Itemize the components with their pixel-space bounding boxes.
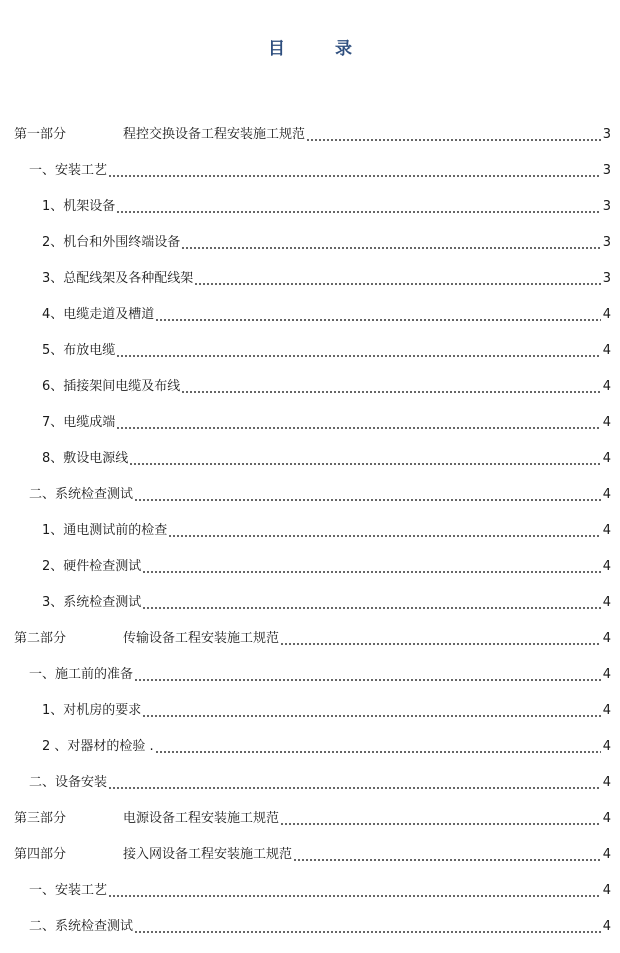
toc-entry-part-number: 第四部分	[14, 847, 67, 862]
toc-entry-page-number: 3	[602, 271, 611, 286]
toc-entry-text: 二、系统检查测试	[29, 487, 134, 502]
toc-entry-text: 一、施工前的准备	[29, 667, 134, 682]
toc-entry[interactable]	[14, 765, 611, 801]
toc-entry[interactable]	[14, 585, 611, 621]
toc-entry-label	[42, 198, 115, 216]
toc-dot-leader	[181, 247, 600, 249]
toc-entry-text: 5、布放电缆	[42, 343, 116, 358]
toc-entry-label	[29, 918, 133, 936]
toc-entry-page-number: 4	[602, 559, 611, 574]
toc-dot-leader	[108, 787, 601, 789]
toc-entry[interactable]	[14, 837, 611, 873]
toc-entry-label	[14, 630, 279, 648]
toc-entry-text: 二、系统检查测试	[29, 919, 134, 934]
toc-entry-text: 4、电缆走道及槽道	[42, 307, 155, 322]
toc-entry-text: 7、电缆成端	[42, 415, 116, 430]
toc-entry-text: 一、安装工艺	[29, 883, 108, 898]
toc-entry[interactable]	[14, 657, 611, 693]
toc-entry-page-number: 4	[602, 775, 611, 790]
toc-entry-text: 6、插接架间电缆及布线	[42, 379, 181, 394]
toc-entry-label	[42, 558, 141, 576]
toc-entry-label	[42, 702, 141, 720]
toc-entry[interactable]	[14, 225, 611, 261]
toc-entry-label	[42, 306, 154, 324]
toc-entry-page-number: 4	[602, 343, 611, 358]
toc-entry[interactable]	[14, 333, 611, 369]
toc-entry-page-number: 4	[602, 667, 611, 682]
toc-entry-label	[42, 594, 141, 612]
toc-entry-label	[42, 522, 167, 540]
toc-entry-page-number: 4	[602, 415, 611, 430]
toc-entry[interactable]	[14, 873, 611, 909]
toc-entry[interactable]	[14, 549, 611, 585]
toc-entry-page-number: 4	[602, 703, 611, 718]
toc-entry-text: 3、系统检查测试	[42, 595, 142, 610]
toc-entry-part-number: 第一部分	[14, 127, 67, 142]
toc-entry-text: 程控交换设备工程安装施工规范	[123, 127, 306, 142]
toc-entry-page-number: 4	[602, 523, 611, 538]
toc-dot-leader	[155, 319, 600, 321]
toc-entry-label	[14, 846, 292, 864]
toc-entry-part-number: 第三部分	[14, 811, 67, 826]
toc-entry[interactable]	[14, 153, 611, 189]
toc-entry[interactable]	[14, 909, 611, 945]
toc-entry-page-number: 3	[602, 199, 611, 214]
toc-entry[interactable]	[14, 369, 611, 405]
toc-entry-text: 2 、对器材的检验 .	[42, 739, 154, 754]
toc-entry-page-number: 4	[602, 739, 611, 754]
toc-dot-leader	[194, 283, 600, 285]
toc-entry-text: 8、敷设电源线	[42, 451, 129, 466]
toc-entry-page-number: 4	[602, 595, 611, 610]
toc-entry-label	[42, 378, 180, 396]
toc-entry-page-number: 3	[602, 163, 611, 178]
toc-entry-label	[42, 738, 154, 756]
toc-entry-label	[14, 810, 279, 828]
toc-entry-text: 2、硬件检查测试	[42, 559, 142, 574]
toc-entry-page-number: 3	[602, 127, 611, 142]
toc-dot-leader	[293, 859, 601, 861]
toc-entry-text: 电源设备工程安装施工规范	[123, 811, 280, 826]
toc-entry-text: 3、总配线架及各种配线架	[42, 271, 194, 286]
toc-entry[interactable]	[14, 117, 611, 153]
toc-entry-text: 接入网设备工程安装施工规范	[123, 847, 293, 862]
toc-entry-page-number: 4	[602, 631, 611, 646]
toc-entry-page-number: 4	[602, 379, 611, 394]
toc-entry-text: 二、设备安装	[29, 775, 108, 790]
toc-dot-leader	[108, 175, 601, 177]
toc-entry-label	[14, 126, 305, 144]
toc-entry-label	[42, 450, 128, 468]
toc-entry-label	[42, 234, 180, 252]
toc-dot-leader	[108, 895, 601, 897]
toc-entry[interactable]	[14, 189, 611, 225]
toc-entry-label	[42, 270, 193, 288]
toc-entry-page-number: 4	[602, 847, 611, 862]
toc-entry-text: 1、机架设备	[42, 199, 116, 214]
toc-dot-leader	[134, 931, 601, 933]
toc-entry-page-number: 4	[602, 811, 611, 826]
toc-entry-text: 一、安装工艺	[29, 163, 108, 178]
toc-entry[interactable]	[14, 513, 611, 549]
toc-entry[interactable]	[14, 441, 611, 477]
toc-dot-leader	[142, 715, 600, 717]
toc-list	[14, 117, 611, 945]
toc-entry-page-number: 4	[602, 919, 611, 934]
toc-dot-leader	[181, 391, 600, 393]
toc-dot-leader	[280, 823, 601, 825]
toc-dot-leader	[116, 355, 600, 357]
toc-entry-label	[42, 342, 115, 360]
toc-entry[interactable]	[14, 297, 611, 333]
toc-entry[interactable]	[14, 693, 611, 729]
toc-entry-text: 1、对机房的要求	[42, 703, 142, 718]
toc-entry-label	[29, 162, 107, 180]
toc-dot-leader	[168, 535, 600, 537]
toc-entry-page-number: 4	[602, 883, 611, 898]
toc-dot-leader	[155, 751, 601, 753]
toc-entry[interactable]	[14, 801, 611, 837]
toc-entry-page-number: 4	[602, 487, 611, 502]
toc-entry-part-number: 第二部分	[14, 631, 67, 646]
toc-entry-label	[42, 414, 115, 432]
toc-dot-leader	[306, 139, 601, 141]
toc-entry-label	[29, 774, 107, 792]
toc-dot-leader	[129, 463, 600, 465]
toc-dot-leader	[142, 571, 600, 573]
toc-entry[interactable]	[14, 405, 611, 441]
toc-entry-label	[29, 882, 107, 900]
toc-entry-text: 传输设备工程安装施工规范	[123, 631, 280, 646]
toc-dot-leader	[280, 643, 601, 645]
toc-dot-leader	[116, 211, 600, 213]
toc-entry[interactable]	[14, 261, 611, 297]
toc-dot-leader	[134, 679, 601, 681]
toc-entry-text: 1、通电测试前的检查	[42, 523, 168, 538]
toc-entry-label	[29, 666, 133, 684]
toc-entry[interactable]	[14, 729, 611, 765]
toc-title: 目 录	[268, 39, 374, 59]
toc-entry-page-number: 3	[602, 235, 611, 250]
toc-dot-leader	[134, 499, 601, 501]
toc-dot-leader	[142, 607, 600, 609]
toc-entry-page-number: 4	[602, 451, 611, 466]
toc-dot-leader	[116, 427, 600, 429]
toc-entry[interactable]	[14, 621, 611, 657]
toc-entry-text: 2、机台和外围终端设备	[42, 235, 181, 250]
toc-entry[interactable]	[14, 477, 611, 513]
toc-entry-label	[29, 486, 133, 504]
toc-entry-page-number: 4	[602, 307, 611, 322]
